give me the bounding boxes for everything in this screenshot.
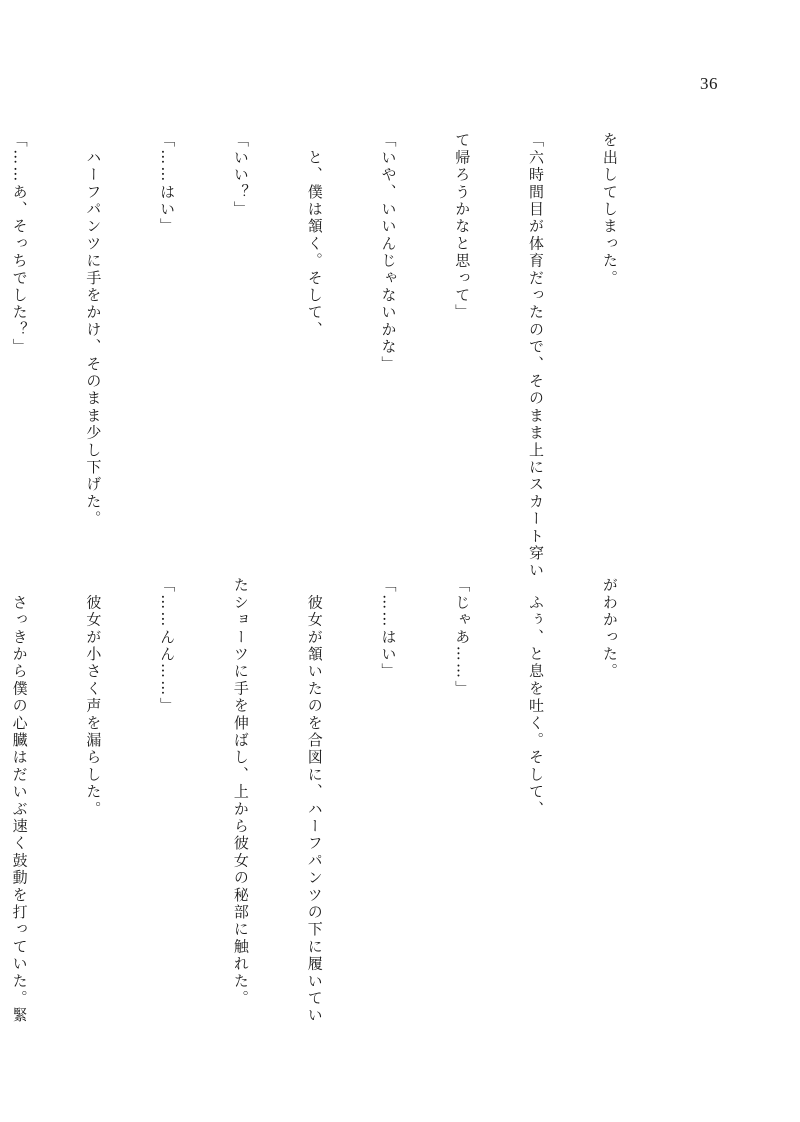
text-line: 「……あ、そっちでした？」 <box>10 132 29 356</box>
text-line: さっきから僕の心臓はだいぶ速く鼓動を打っていた。緊 <box>10 577 29 1025</box>
text-line: 「いや、いいんじゃないかな」 <box>379 132 398 373</box>
text-line: 「……はい」 <box>379 577 398 681</box>
text-line: たショーツに手を伸ばし、上から彼女の秘部に触れた。 <box>231 577 250 1007</box>
text-line: 「いい？」 <box>231 132 250 218</box>
text-line: と、僕は頷く。そして、 <box>305 132 324 339</box>
text-line: 「……んん……」 <box>158 577 177 715</box>
page-number: 36 <box>700 74 718 93</box>
text-line: がわかった。 <box>600 577 619 681</box>
text-block-bottom <box>0 577 671 1025</box>
text-line: 「じゃあ……」 <box>453 577 472 698</box>
text-line: 彼女が頷いたのを合図に、ハーフパンツの下に履いてい <box>305 577 324 1025</box>
text-line: ふぅ、と息を吐く。そして、 <box>527 577 546 818</box>
text-line: 「……はい」 <box>158 132 177 236</box>
text-line: 彼女が小さく声を漏らした。 <box>84 577 103 818</box>
text-line: ハーフパンツに手をかけ、そのまま少し下げた。 <box>84 132 103 528</box>
text-block-top <box>0 132 671 580</box>
text-line: 「六時間目が体育だったので、そのまま上にスカート穿い <box>527 132 546 580</box>
text-line: て帰ろうかなと思って」 <box>453 132 472 322</box>
text-line: を出してしまった。 <box>600 132 619 287</box>
